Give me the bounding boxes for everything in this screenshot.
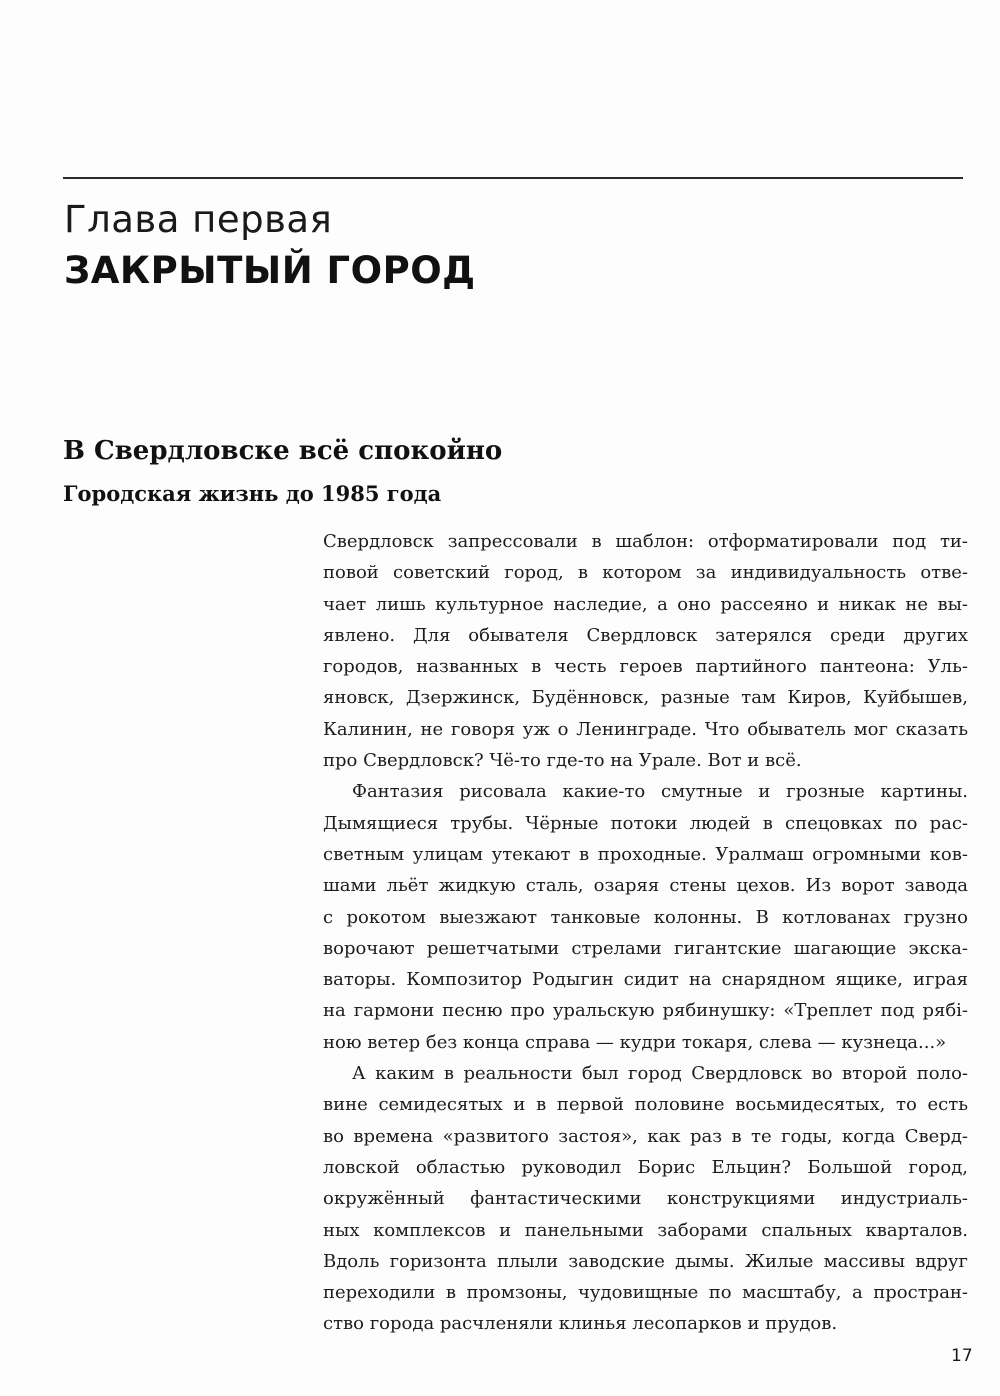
paragraph-1-line-1: Свердловск запрессовали в шаблон: отформатировали под ти- bbox=[323, 531, 968, 552]
page-number: 17 bbox=[951, 1346, 973, 1366]
paragraph-3-line-6: ных комплексов и панельными заборами спальных кварталов. bbox=[323, 1219, 968, 1241]
paragraph-3-line-1: А каким в реальности был город Свердловск во второй поло- bbox=[352, 1063, 968, 1085]
paragraph-3-line-8: переходили в промзоны, чудовищные по масштабу, а простран- bbox=[323, 1282, 968, 1304]
paragraph-3-line-7: Вдоль горизонта плыли заводские дымы. Жилые массивы вдруг bbox=[323, 1250, 968, 1272]
paragraph-1-line-7: Калинин, не говоря уж о Ленинграде. Что обыватель мог сказать bbox=[323, 718, 968, 740]
chapter-label: Глава первая bbox=[64, 198, 333, 241]
paragraph-3-line-5: окружённый фантастическими конструкциями индустриаль- bbox=[323, 1188, 968, 1210]
paragraph-1-line-8: про Свердловск? Чё-то где-то на Урале. Вот и всё. bbox=[323, 750, 802, 772]
paragraph-2-line-2: Дымящиеся трубы. Чёрные потоки людей в спецовках по рас- bbox=[323, 812, 968, 834]
paragraph-2-line-4: шами льёт жидкую сталь, озаряя стены цехов. Из ворот завода bbox=[323, 875, 968, 897]
paragraph-3-line-2: вине семидесятых и в первой половине восьмидесятых, то есть bbox=[323, 1094, 968, 1116]
chapter-divider bbox=[63, 177, 963, 179]
paragraph-3-line-3: во времена «развитого застоя», как раз в те годы, когда Сверд- bbox=[323, 1125, 968, 1147]
section-title: В Свердловске всё спокойно bbox=[63, 436, 503, 466]
paragraph-2-line-6: ворочают решетчатыми стрелами гигантские шагающие экска- bbox=[323, 937, 968, 959]
body-text bbox=[323, 526, 968, 1340]
paragraph-2-line-7: ваторы. Композитор Родыгин сидит на снарядном ящике, играя bbox=[323, 969, 968, 991]
paragraph-2-line-8: на гармони песню про уральскую рябинушку: «Треплет под рябі- bbox=[323, 1000, 968, 1022]
section-subtitle: Городская жизнь до 1985 года bbox=[63, 481, 442, 506]
paragraph-1-line-2: повой советский город, в котором за индивидуальность отве- bbox=[323, 562, 968, 584]
paragraph-3-line-9: ство города расчленяли клинья лесопарков и прудов. bbox=[323, 1313, 838, 1335]
paragraph-2-line-1: Фантазия рисовала какие-то смутные и грозные картины. bbox=[352, 781, 968, 803]
paragraph-1-line-6: яновск, Дзержинск, Будённовск, разные там Киров, Куйбышев, bbox=[323, 687, 968, 709]
paragraph-2-line-9: ною ветер без конца справа — кудри токаря, слева — кузнеца...» bbox=[323, 1031, 947, 1053]
paragraph-2-line-5: с рокотом выезжают танковые колонны. В котлованах грузно bbox=[323, 906, 968, 928]
chapter-title: ЗАКРЫТЫЙ ГОРОД bbox=[64, 249, 476, 292]
paragraph-1-line-4: явлено. Для обывателя Свердловск затерялся среди других bbox=[323, 624, 968, 646]
paragraph-2-line-3: светным улицам утекают в проходные. Уралмаш огромными ков- bbox=[323, 843, 968, 865]
paragraph-3-line-4: ловской областью руководил Борис Ельцин? Большой город, bbox=[323, 1156, 968, 1178]
paragraph-1-line-3: чает лишь культурное наследие, а оно рассеяно и никак не вы- bbox=[323, 593, 968, 615]
paragraph-1-line-5: городов, названных в честь героев партийного пантеона: Уль- bbox=[323, 656, 968, 678]
